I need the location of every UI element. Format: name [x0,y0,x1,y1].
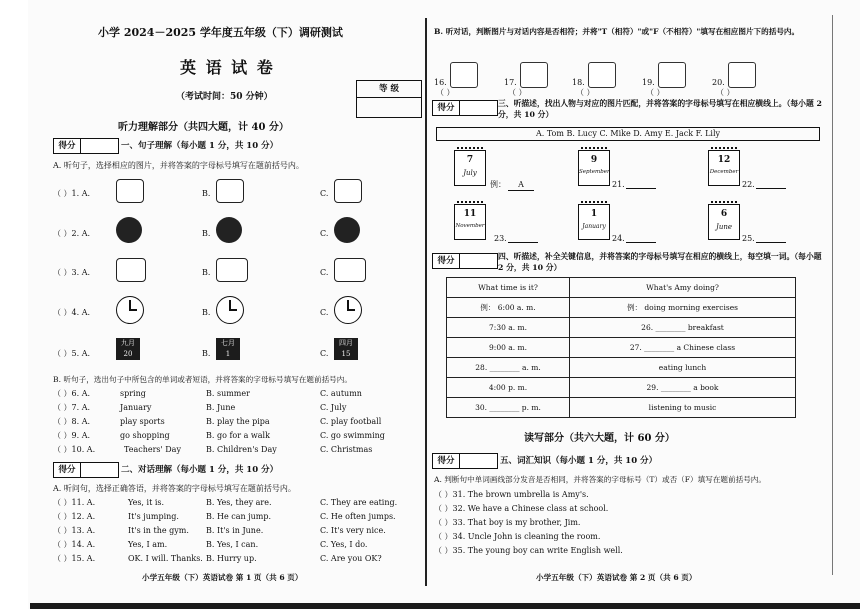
table-cell: 9:00 a. m. [447,338,570,358]
q15-a: OK. I will. Thanks. [128,554,203,563]
table-cell: 7:30 a. m. [447,318,570,338]
calendar-july-icon [454,150,486,186]
sec4-heading: 四、听描述，补全关键信息，并将答案的字母标号填写在相应的横线上，每空填一词。（每小题 2 分，共 10 分） [498,252,822,272]
calendar-september-icon [578,150,610,186]
q9-b: B. go for a walk [206,431,270,440]
cal-month: September [579,169,610,175]
q11-number: （ ）11. A. [53,498,96,507]
tf-paren-17[interactable]: （ ） [508,88,527,97]
q3-number: （ ）3. A. [53,268,91,277]
table-cell[interactable]: 27. ________ a Chinese class [570,338,796,358]
table-row [447,338,796,358]
q33: （ ）33. That boy is my brother, Jim. [434,518,581,527]
table-row [447,398,796,418]
q12-a: It's jumping. [128,512,179,521]
score-box-4 [432,253,498,269]
part2-heading: 读写部分（共六大题，计 60 分） [524,433,675,444]
cooking-girl-icon [520,62,548,88]
q15-number: （ ）15. A. [53,554,96,563]
score-box-5 [432,453,498,469]
q2-b: B. [202,229,211,238]
q14-number: （ ）14. A. [53,540,96,549]
score-blank[interactable] [80,463,118,477]
score-label: 得分 [54,139,81,153]
page-divider [425,18,427,586]
table-cell: 4:00 p. m. [447,378,570,398]
bus-stop-sign-icon [334,217,360,243]
sec1-heading: 一、句子理解（每小题 1 分，共 10 分） [121,141,279,151]
computer-desk-icon [658,62,686,88]
calendar-month: 九月 [121,339,135,347]
q32: （ ）32. We have a Chinese class at school. [434,504,609,513]
score-box-1 [53,138,119,154]
score-blank[interactable] [459,101,497,115]
cal-month: November [455,223,485,229]
q15-c: C. Are you OK? [320,554,382,563]
sec3-heading: 三、听描述，找出人物与对应的图片匹配，并将答案的字母标号填写在相应横线上。（每小题 2 分，共 10 分） [498,99,822,119]
calendar-day: 20 [123,350,133,358]
calendar-month: 七月 [221,339,235,347]
q8-c: C. play football [320,417,382,426]
table-header-cell: What time is it? [447,278,570,298]
cal-num: 1 [590,209,598,219]
q10-b: B. Children's Day [206,445,277,454]
clock-icon [116,296,144,324]
calendar-december-icon [708,150,740,186]
q10-c: C. Christmas [320,445,373,454]
table-cell[interactable]: 30. ________ p. m. [447,398,570,418]
q1-b: B. [202,189,211,198]
kids-playing-icon [588,62,616,88]
sec1b-instruction: B. 听句子，选出句子中所包含的单词或者短语，并将答案的字母标号填写在题前括号内。 [53,375,352,384]
cal-month: June [716,223,732,231]
q2-number: （ ）2. A. [53,229,91,238]
sec1-instruction: A. 听句子，选择相应的图片，并将答案的字母标号填写在题前括号内。 [53,161,304,170]
q3-b: B. [202,268,211,277]
q1-c: C. [320,189,329,198]
elephant-icon [216,258,248,282]
q35: （ ）35. The young boy can write English well. [434,546,623,555]
table-row [447,318,796,338]
q9-c: C. go swimming [320,431,385,440]
cal-num: 9 [590,155,598,165]
table-row [447,298,796,318]
table-header-row [447,278,796,298]
q25-label: 25. [742,234,755,243]
score-blank[interactable] [80,139,118,153]
panda-icon [116,258,146,282]
q7-number: （ ）7. A. [53,403,91,412]
tf-paren-18[interactable]: （ ） [576,88,595,97]
score-label: 得分 [433,454,460,468]
table-cell[interactable]: 28. ________ a. m. [447,358,570,378]
q21-blank[interactable] [626,188,656,189]
q22-blank[interactable] [756,188,786,189]
q13-b: B. It's in June. [206,526,264,535]
part1-heading: 听力理解部分（共四大题，计 40 分） [118,122,289,133]
tf-paren-16[interactable]: （ ） [436,88,455,97]
grade-box [356,80,422,118]
q14-b: B. Yes, I can. [206,540,259,549]
bottom-bar [30,603,860,609]
calendar-month: 四月 [339,339,353,347]
q8-number: （ ）8. A. [53,417,91,426]
calendar-january-icon [578,204,610,240]
tiananmen-icon [216,179,244,203]
q34: （ ）34. Uncle John is cleaning the room. [434,532,601,541]
table-cell: 例： doing morning exercises [570,298,796,318]
secB-instruction: B. 听对话，判断图片与对话内容是否相符；并将"T（相符）"或"F（不相符）"填写在相应图片下的括号内。 [434,27,800,36]
cal-num: 7 [466,155,474,165]
tf-paren-19[interactable]: （ ） [646,88,665,97]
cal-num: 12 [717,155,731,165]
score-label: 得分 [54,463,81,477]
cal-month: July [463,169,477,177]
exam-title: 小学 2024－2025 学年度五年级（下）调研测试 [98,26,343,39]
q25-blank[interactable] [756,242,786,243]
q15-b: B. Hurry up. [206,554,257,563]
q7-b: B. June [206,403,236,412]
q4-c: C. [320,308,329,317]
clock-icon [216,296,244,324]
q1-number: （ ）1. A. [53,189,91,198]
q10-number: （ ）10. A. [53,445,96,454]
table-cell: eating lunch [570,358,796,378]
road-sign-icon [216,217,242,243]
q22-label: 22. [742,180,755,189]
calendar-icon [216,338,240,360]
sec5-instruction: A. 判断句中单词画线部分发音是否相同，并将答案的字母标号（T）或否（F）填写在题前括号内。 [434,475,766,484]
calendar-icon [334,338,358,360]
q24-blank[interactable] [626,242,656,243]
q14-a: Yes, I am. [128,540,168,549]
q8-b: B. play the pipa [206,417,270,426]
cal-month: January [582,223,606,230]
pic-num-20: 20. [712,78,725,87]
q11-c: C. They are eating. [320,498,398,507]
pic-num-18: 18. [572,78,585,87]
score-label: 得分 [433,101,460,115]
q13-number: （ ）13. A. [53,526,96,535]
table-row [447,378,796,398]
names-list: A. Tom B. Lucy C. Mike D. Amy E. Jack F. Lily [436,127,820,141]
page-footer-right: 小学五年级（下）英语试卷 第 2 页（共 6 页） [536,573,697,582]
q6-b: B. summer [206,389,250,398]
temple-of-heaven-icon [116,179,144,203]
q13-a: It's in the gym. [128,526,189,535]
q24-label: 24. [612,234,625,243]
schedule-table [446,277,796,418]
q5-b: B. [202,349,211,358]
sec2-heading: 二、对话理解（每小题 1 分，共 10 分） [121,465,279,475]
q11-a: Yes, it is. [128,498,165,507]
example-label: 例： [490,180,506,189]
pic-num-16: 16. [434,78,447,87]
q4-b: B. [202,308,211,317]
exam-subtitle: 英 语 试 卷 [180,58,275,77]
calendar-day: 1 [225,350,231,358]
table-cell[interactable]: 29. ________ a book [570,378,796,398]
clock-icon [334,296,362,324]
calendar-november-icon [454,204,486,240]
score-blank[interactable] [459,254,497,268]
q9-number: （ ）9. A. [53,431,91,440]
q7-c: C. July [320,403,347,412]
q12-b: B. He can jump. [206,512,272,521]
q5-number: （ ）5. A. [53,349,91,358]
q11-b: B. Yes, they are. [206,498,272,507]
calendar-day: 15 [341,350,351,358]
q10-a: Teachers' Day [124,445,181,454]
q12-number: （ ）12. A. [53,512,96,521]
cal-num: 11 [463,209,477,219]
q6-c: C. autumn [320,389,362,398]
calendar-june-icon [708,204,740,240]
score-box-3 [432,100,498,116]
sec5-heading: 五、词汇知识（每小题 1 分，共 10 分） [500,456,658,466]
sec2-instruction: A. 听问句，选择正确答语，并将答案的字母标号填写在题前括号内。 [53,484,296,493]
tf-paren-20[interactable]: （ ） [716,88,735,97]
snowman-icon [728,62,756,88]
q14-c: C. Yes, I do. [320,540,368,549]
q2-c: C. [320,229,329,238]
cal-month: December [709,169,739,175]
pic-num-17: 17. [504,78,517,87]
q23-label: 23. [494,234,507,243]
q8-a: play sports [120,417,165,426]
q7-a: January [120,403,152,412]
q31: （ ）31. The brown umbrella is Amy's. [434,490,589,499]
table-cell[interactable]: 26. ________ breakfast [570,318,796,338]
example-answer: A [508,180,534,191]
q6-number: （ ）6. A. [53,389,91,398]
q5-c: C. [320,349,329,358]
score-label: 得分 [433,254,460,268]
fish-drawing-icon [450,62,478,88]
q12-c: C. He often jumps. [320,512,396,521]
calendar-icon [116,338,140,360]
q13-c: C. It's very nice. [320,526,386,535]
q4-number: （ ）4. A. [53,308,91,317]
table-cell: 例： 6:00 a. m. [447,298,570,318]
monkey-icon [334,258,366,282]
no-entry-sign-icon [116,217,142,243]
pic-num-19: 19. [642,78,655,87]
q3-c: C. [320,268,329,277]
right-edge-line [832,15,833,575]
table-row [447,358,796,378]
score-blank[interactable] [459,454,497,468]
q9-a: go shopping [120,431,170,440]
great-wall-icon [334,179,362,203]
score-box-2 [53,462,119,478]
exam-time: （考试时间：50 分钟） [176,92,273,102]
q21-label: 21. [612,180,625,189]
cal-num: 6 [720,209,728,219]
table-header-cell: What's Amy doing? [570,278,796,298]
q23-blank[interactable] [508,242,538,243]
page-footer-left: 小学五年级（下）英语试卷 第 1 页（共 6 页） [142,573,303,582]
q6-a: spring [120,389,146,398]
grade-label: 等 级 [357,81,421,98]
table-cell: listening to music [570,398,796,418]
